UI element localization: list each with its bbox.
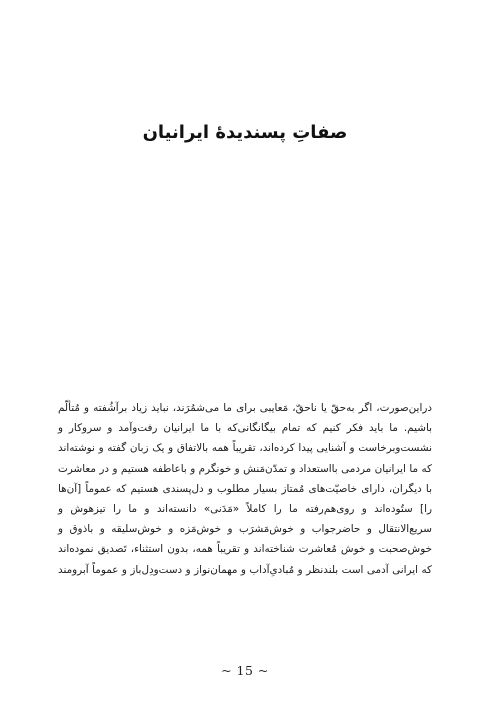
page-number: ~ 15 ~ bbox=[221, 663, 269, 678]
body-paragraph: دراین‌صورت، اگر به‌حقّ یا ناحقّ، مَعایبی برای ما می‌شمُرَند، نباید زیاد برآشُفته و مُتألّم باشیم. ما باید فکر کنیم که تمام بیگانگانی‌که با ما ایرانیان رفت‌وآمد و سروکار و نشست‌وبرخاست و آشنایی پیدا کرده‌اند، تقریباً همه بالاتفاق و یک زبان گفته و نوشته‌اند که ما ایرانیان مردمی بااستعداد و تمدّن‌مَنش و خونگرم و باعاطفه هستیم و در معاشرت با دیگران، دارای خاصیّت‌های مُمتاز بسیار مطلوب و دل‌پسندی هستیم که عموماً [آن‌ها را] ستُوده‌اند و روی‌هم‌رفته ما را کاملاً «مَدَنی» دانسته‌اند و ما را تیزهوش و سریع‌الانتقال و حاضرجواب و خوش‌مَشرَب و خوش‌مَزه و خوش‌سلیقه و باذوق و خوش‌صحبت و خوش مُعاشرت شناخته‌اند و تقریباً همه، بدون استثناء، تَصدیق نموده‌اند که ایرانی آدمی است بلندنظر و مُبادیِ‌آداب و مهمان‌نواز و دست‌ودِل‌باز و عموماً آبرومند bbox=[58, 402, 432, 576]
body-paragraph-block bbox=[58, 398, 432, 580]
chapter-title: صفاتِ پسندیدهٔ ایرانیان bbox=[142, 122, 348, 143]
